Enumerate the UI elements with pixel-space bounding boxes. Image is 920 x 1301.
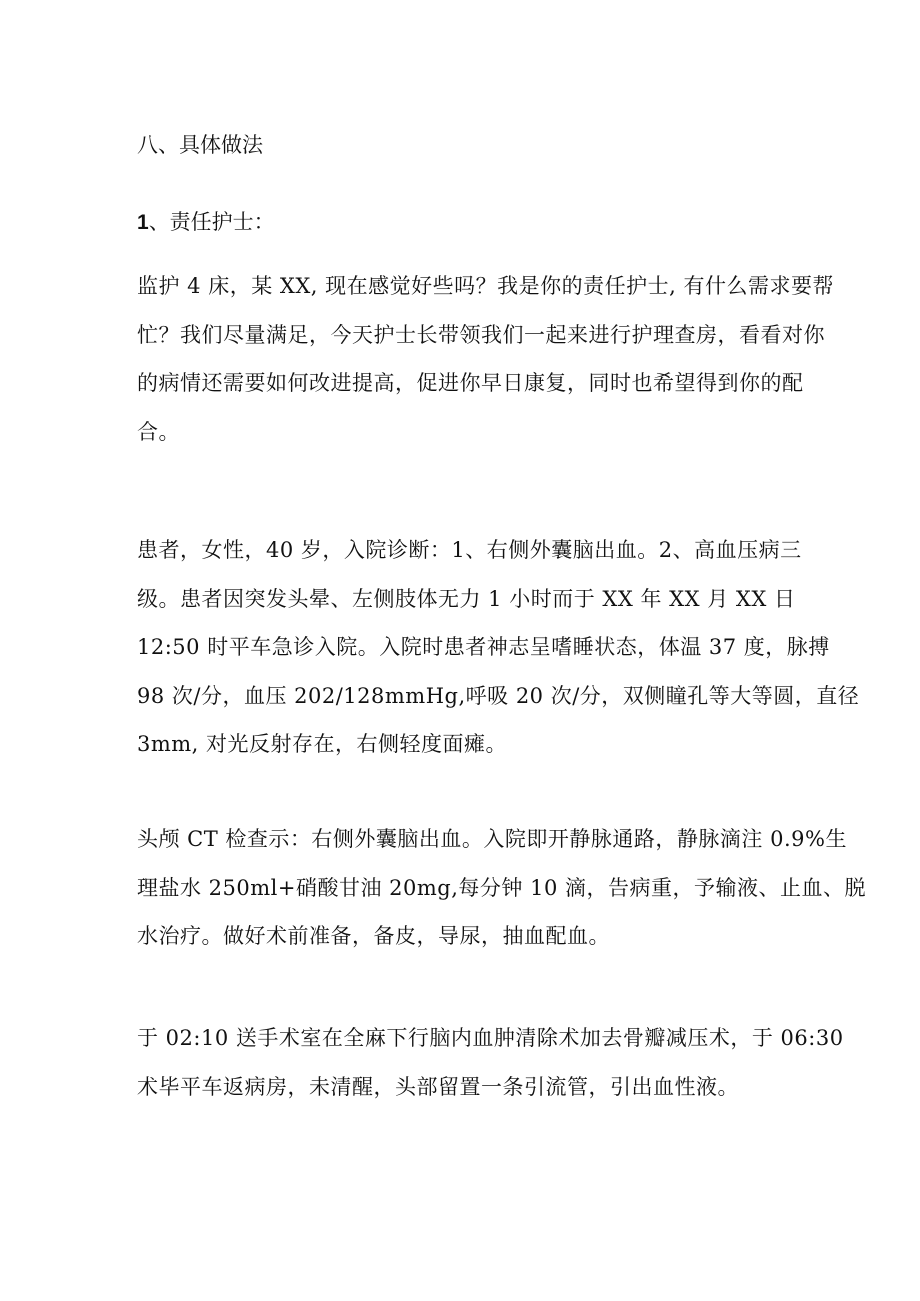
paragraph-line: 忙？我们尽量满足，今天护士长带领我们一起来进行护理查房，看看对你 [137,322,825,347]
paragraph-greeting [137,262,834,456]
paragraph-line: 合。 [137,419,180,444]
paragraph-line: 患者，女性，40 岁，入院诊断：1、右侧外囊脑出血。2、高血压病三 [137,538,802,562]
section-title-text: 八、具体做法 [137,133,263,157]
paragraph-patient-info [137,526,860,769]
paragraph-line: 3mm, 对光反射存在，右侧轻度面瘫。 [137,732,508,756]
paragraph-line: 的病情还需要如何改进提高，促进你早日康复，同时也希望得到你的配 [137,371,804,395]
subsection-title [137,207,275,238]
paragraph-line: 监护 4 床，某 XX, 现在感觉好些吗？我是你的责任护士, 有什么需求要帮 [137,274,834,298]
paragraph-line: 级。患者因突发头晕、左侧肢体无力 1 小时而于 XX 年 XX 月 XX 日 [137,586,796,611]
paragraph-line: 理盐水 250ml+硝酸甘油 20mg,每分钟 10 滴，告病重，予输液、止血、脱 [137,875,866,900]
paragraph-line: 水治疗。做好术前准备，备皮，导尿，抽血配血。 [137,924,610,948]
paragraph-surgery [137,1014,844,1111]
paragraph-ct-treatment [137,815,866,961]
subsection-number: 1 [137,211,149,234]
paragraph-line: 头颅 CT 检查示：右侧外囊脑出血。入院即开静脉通路，静脉滴注 0.9%生 [137,827,847,851]
paragraph-line: 98 次/分，血压 202/128mmHg,呼吸 20 次/分，双侧瞳孔等大等圆，直径 [137,683,860,708]
subsection-title-text: 、责任护士： [148,210,275,234]
paragraph-line: 术毕平车返病房，未清醒，头部留置一条引流管，引出血性液。 [137,1074,739,1099]
section-title [137,130,263,160]
paragraph-line: 12:50 时平车急诊入院。入院时患者神志呈嗜睡状态，体温 37 度，脉搏 [137,635,830,659]
paragraph-line: 于 02:10 送手术室在全麻下行脑内血肿清除术加去骨瓣减压术，于 06:30 [137,1026,844,1050]
